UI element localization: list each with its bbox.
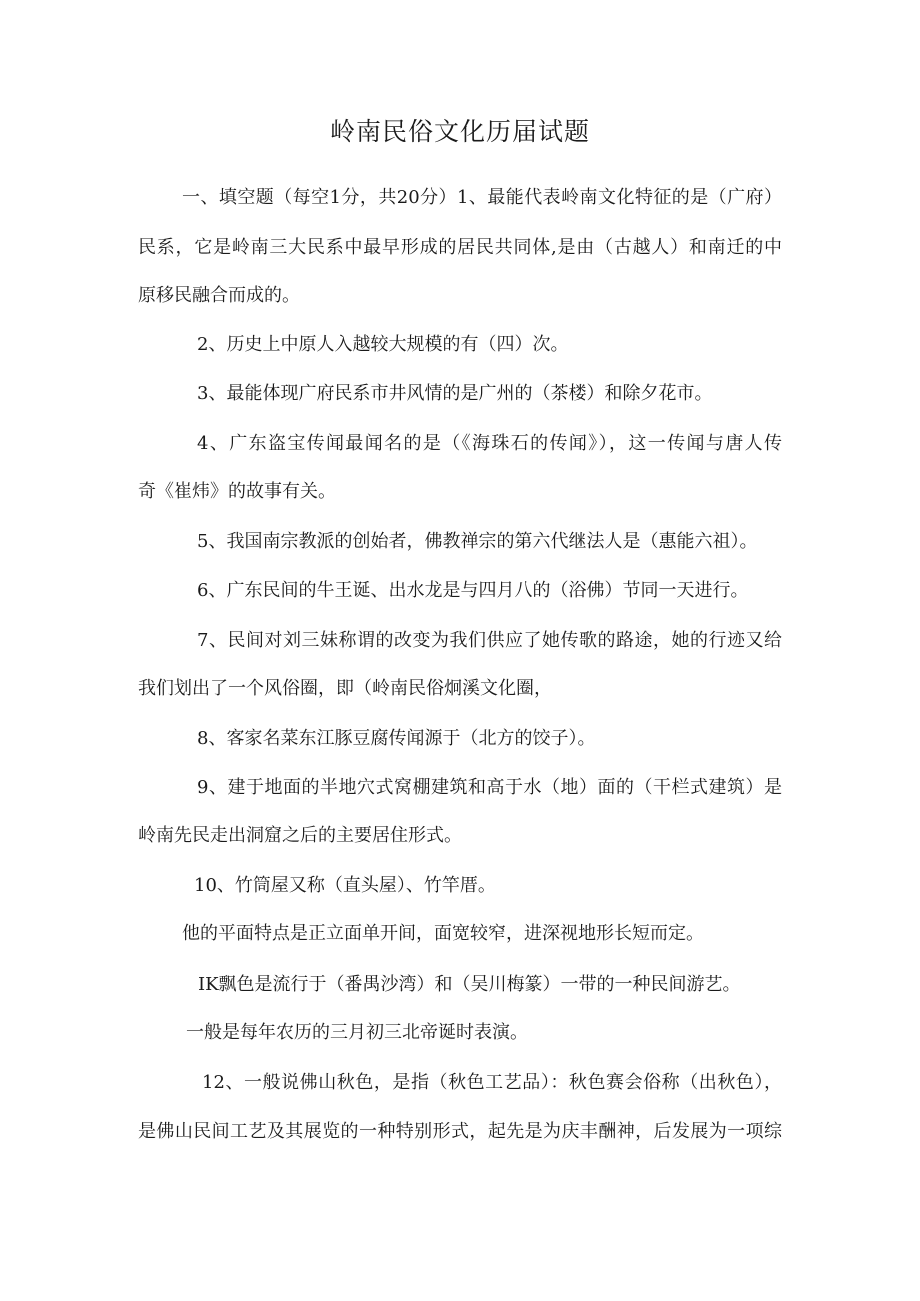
- paragraph-line: 12、一般说佛山秋色，是指（秋色工艺品）：秋色赛会俗称（出秋色），: [202, 1072, 782, 1093]
- paragraph-line: 他的平面特点是正立面单开间，面宽较窄，进深视地形长短而定。: [182, 923, 704, 944]
- paragraph-line: 6、广东民间的牛王诞、出水龙是与四月八的（浴佛）节同一天进行。: [197, 580, 749, 601]
- paragraph-line: 原移民融合而成的。: [138, 285, 300, 306]
- paragraph-line: 我们划出了一个风俗圈，即（岭南民俗炯溪文化圈，: [138, 678, 552, 699]
- paragraph-line: IK飘色是流行于（番禺沙湾）和（吴川梅篆）一带的一种民间游艺。: [198, 974, 741, 995]
- paragraph-line: 9、建于地面的半地穴式窝棚建筑和高于水（地）面的（干栏式建筑）是: [197, 777, 782, 798]
- paragraph-line: 2、历史上中原人入越较大规模的有（四）次。: [197, 334, 569, 355]
- paragraph-line: 3、最能体现广府民系市井风情的是广州的（茶楼）和除夕花市。: [197, 383, 713, 404]
- paragraph-line: 民系，它是岭南三大民系中最早形成的居民共同体,是由（古越人）和南迁的中: [138, 237, 782, 258]
- paragraph-line: 5、我国南宗教派的创始者，佛教禅宗的第六代继法人是（惠能六祖）。: [197, 531, 758, 552]
- paragraph-line: 4、广东盗宝传闻最闻名的是（《海珠石的传闻》），这一传闻与唐人传: [197, 433, 782, 454]
- paragraph-line: 奇《崔炜》的故事有关。: [138, 481, 336, 502]
- page-title: 岭南民俗文化历届试题: [329, 117, 590, 146]
- paragraph-line: 8、客家名菜东江豚豆腐传闻源于（北方的饺子）。: [197, 728, 596, 749]
- paragraph-line: 一、填空题（每空1分，共20分）1、最能代表岭南文化特征的是（广府）: [182, 187, 782, 208]
- paragraph-line: 是佛山民间工艺及其展览的一种特别形式，起先是为庆丰酬神，后发展为一项综: [138, 1121, 782, 1142]
- paragraph-line: 10、竹筒屋又称（直头屋）、竹竿厝。: [194, 875, 496, 896]
- paragraph-line: 一般是每年农历的三月初三北帝诞时表演。: [186, 1022, 528, 1043]
- paragraph-line: 7、民间对刘三妹称谓的改变为我们供应了她传歌的路途，她的行迹又给: [197, 630, 782, 651]
- paragraph-line: 岭南先民走出洞窟之后的主要居住形式。: [138, 825, 462, 846]
